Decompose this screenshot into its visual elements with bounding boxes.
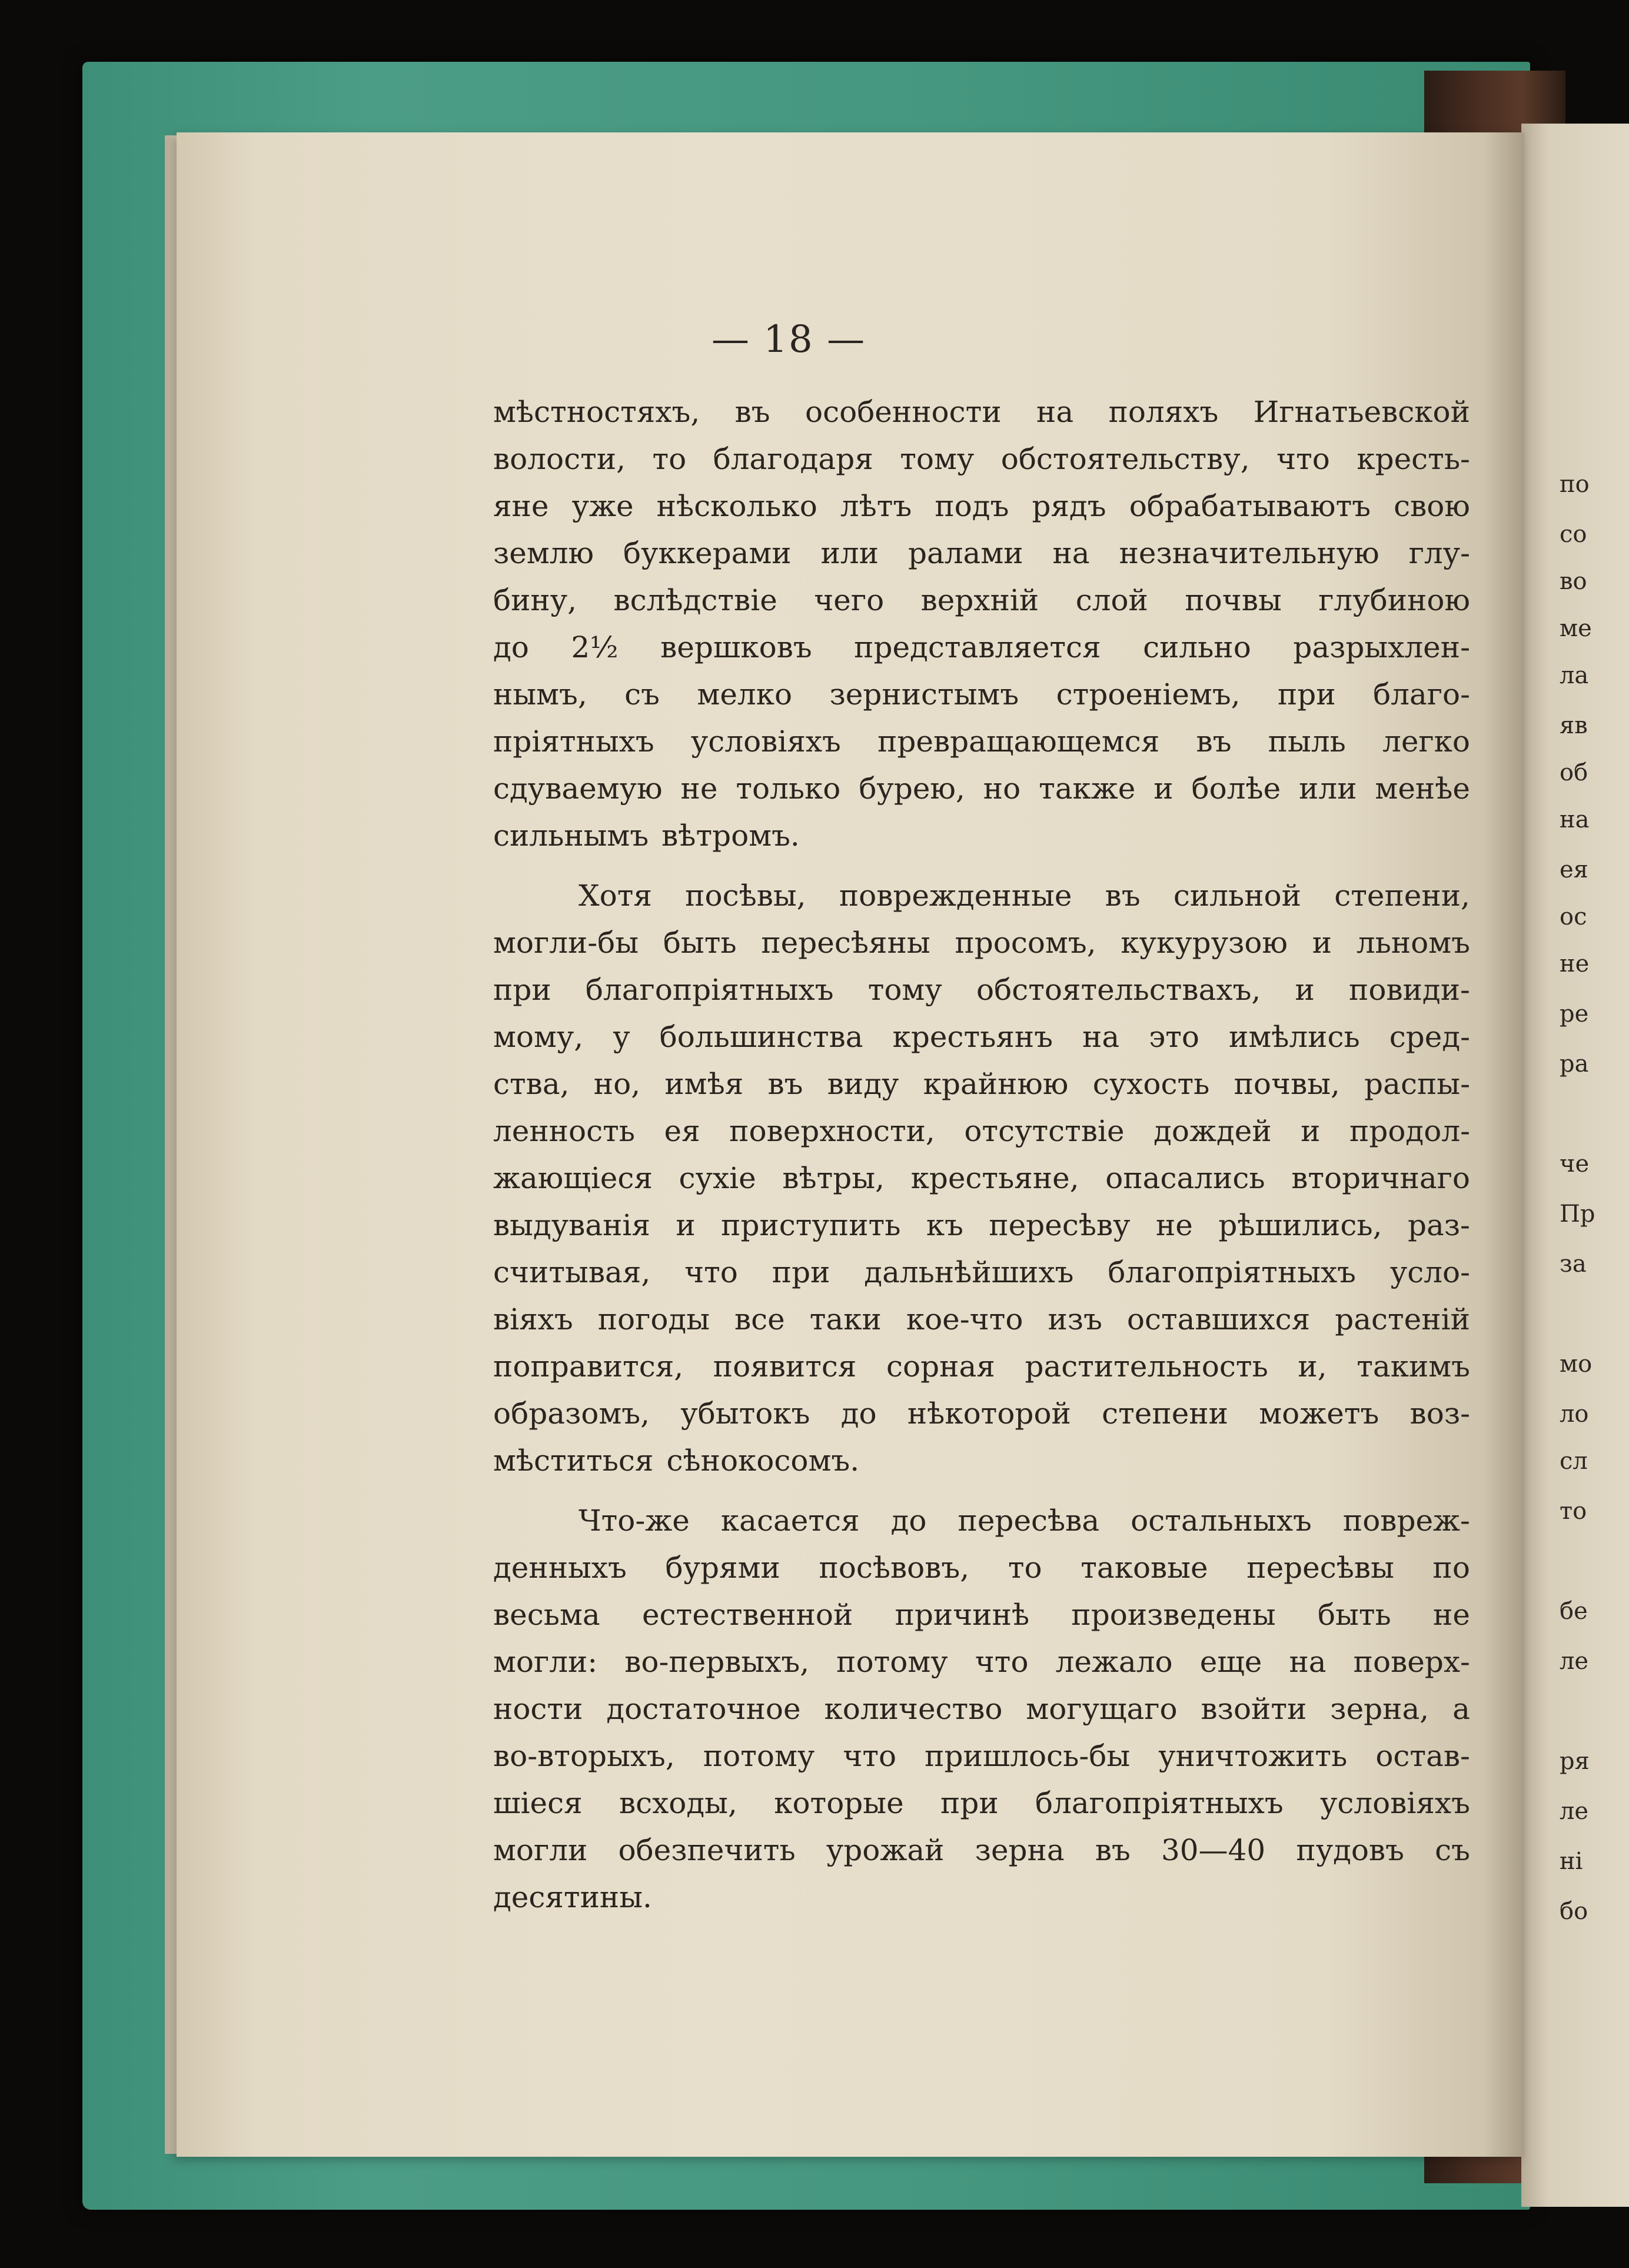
- word: поврежденные: [839, 879, 1072, 913]
- word: потому: [703, 1739, 815, 1773]
- word: достаточное: [606, 1692, 801, 1726]
- word: можетъ: [1259, 1396, 1379, 1431]
- word: повиди-: [1349, 973, 1470, 1007]
- word: также: [1039, 771, 1136, 806]
- word: благодаря: [713, 442, 873, 476]
- facing-page-fragment: Пр: [1560, 1200, 1595, 1228]
- word: просомъ,: [955, 926, 1096, 960]
- word: до: [890, 1504, 927, 1538]
- word: количество: [824, 1692, 1003, 1726]
- word: это: [1149, 1020, 1199, 1054]
- word: не: [1155, 1208, 1193, 1242]
- facing-page-text: [1560, 0, 1629, 2268]
- word: могли: [493, 1833, 588, 1867]
- word: поверх-: [1353, 1645, 1470, 1679]
- word: вершковъ: [660, 630, 812, 664]
- word: сорная: [886, 1349, 995, 1384]
- word: тому: [900, 442, 975, 476]
- word: и: [1153, 771, 1173, 806]
- word: остальныхъ: [1131, 1504, 1312, 1538]
- page-body-text: [493, 388, 1470, 1921]
- text-line: [493, 530, 1470, 577]
- word: растеній: [1335, 1302, 1470, 1336]
- word: легко: [1382, 724, 1470, 759]
- facing-page-fragment: яв: [1560, 712, 1588, 739]
- word: зерна: [975, 1833, 1065, 1867]
- facing-page-fragment: ло: [1560, 1401, 1589, 1428]
- word: и,: [1298, 1349, 1327, 1384]
- word: крайнюю: [923, 1067, 1069, 1101]
- word: кое-что: [906, 1302, 1023, 1336]
- word: и: [1295, 973, 1315, 1007]
- word: особенности: [805, 395, 1002, 429]
- word: обстоятельствахъ,: [976, 973, 1261, 1007]
- facing-page-fragment: ея: [1560, 856, 1588, 883]
- word: опасались: [1105, 1161, 1265, 1195]
- word: посѣвы,: [685, 879, 806, 913]
- word: приступить: [721, 1208, 901, 1242]
- word: которые: [774, 1786, 904, 1820]
- word: оставшихся: [1126, 1302, 1311, 1336]
- text-line: [493, 1296, 1470, 1343]
- word: благо-: [1373, 677, 1470, 711]
- word: превращающемся: [877, 724, 1160, 759]
- text-line: [493, 1827, 1470, 1874]
- word: денныхъ: [493, 1551, 627, 1585]
- word: таковые: [1081, 1551, 1208, 1585]
- facing-page-fragment: ле: [1560, 1798, 1589, 1825]
- word: кукурузою: [1121, 926, 1288, 960]
- text-line: [493, 483, 1470, 530]
- word: по: [1432, 1551, 1470, 1585]
- text-line: [493, 1780, 1470, 1827]
- word: поверхности,: [729, 1114, 935, 1148]
- word: Что-же: [579, 1504, 690, 1538]
- facing-page-fragment: на: [1560, 806, 1590, 833]
- word: потому: [836, 1645, 948, 1679]
- facing-page-fragment: ра: [1560, 1050, 1589, 1078]
- word: почвы,: [1234, 1067, 1340, 1101]
- word: появится: [713, 1349, 857, 1384]
- word: къ: [926, 1208, 963, 1242]
- word: благопріятныхъ: [585, 973, 834, 1007]
- facing-page-fragment: ла: [1560, 662, 1589, 689]
- word: произведены: [1071, 1598, 1276, 1632]
- text-line: [493, 388, 1470, 435]
- text-line: [493, 1732, 1470, 1780]
- word: что: [684, 1255, 738, 1289]
- word: Игнатьевской: [1253, 395, 1470, 429]
- word: ея: [664, 1114, 700, 1148]
- word: съ: [624, 677, 660, 711]
- word: таки: [809, 1302, 882, 1336]
- word: остав-: [1375, 1739, 1470, 1773]
- word: быть: [663, 926, 737, 960]
- word: на: [1036, 395, 1074, 429]
- word: десятины.: [493, 1880, 652, 1914]
- word: бурями: [665, 1551, 780, 1585]
- word: пришлось-бы: [925, 1739, 1131, 1773]
- word: повреж-: [1342, 1504, 1470, 1538]
- word: болѣе: [1191, 771, 1281, 806]
- word: или: [820, 536, 879, 570]
- word: зернистымъ: [829, 677, 1019, 711]
- text-line: [493, 1013, 1470, 1060]
- text-line: [493, 765, 1470, 812]
- text-line: [493, 1202, 1470, 1249]
- word: условіяхъ: [1319, 1786, 1470, 1820]
- word: благопріятныхъ: [1108, 1255, 1356, 1289]
- word: сѣнокосомъ.: [666, 1444, 860, 1478]
- word: до: [493, 630, 529, 664]
- word: до: [840, 1396, 877, 1431]
- word: но: [983, 771, 1021, 806]
- word: благопріятныхъ: [1035, 1786, 1284, 1820]
- word: вѣтры,: [782, 1161, 885, 1195]
- text-line: [493, 1437, 1470, 1484]
- word: пудовъ: [1296, 1833, 1404, 1867]
- facing-page-fragment: то: [1560, 1498, 1587, 1525]
- text-line: [493, 812, 1470, 859]
- word: строеніемъ,: [1056, 677, 1241, 711]
- word: верхній: [920, 583, 1039, 617]
- word: тому: [867, 973, 942, 1007]
- word: ленность: [493, 1114, 635, 1148]
- text-line: [493, 872, 1470, 919]
- word: поляхъ: [1108, 395, 1219, 429]
- text-line: [493, 919, 1470, 966]
- word: только: [736, 771, 841, 806]
- word: лѣтъ: [840, 489, 912, 523]
- facing-page-fragment: бе: [1560, 1598, 1588, 1625]
- facing-page-fragment: не: [1560, 950, 1590, 977]
- text-line: [493, 1497, 1470, 1544]
- text-line: [493, 671, 1470, 718]
- word: въ: [767, 1067, 803, 1101]
- facing-page-fragment: бо: [1560, 1898, 1588, 1925]
- facing-page-fragment: ос: [1560, 903, 1587, 930]
- facing-page-fragment: за: [1560, 1251, 1587, 1278]
- word: сильной: [1173, 879, 1301, 913]
- word: сухіе: [679, 1161, 756, 1195]
- word: глубиною: [1318, 583, 1470, 617]
- text-line: [493, 1685, 1470, 1732]
- text-line: [493, 1249, 1470, 1296]
- text-line: [493, 1060, 1470, 1108]
- word: сред-: [1389, 1020, 1470, 1054]
- text-line: [493, 1544, 1470, 1591]
- word: при: [493, 973, 551, 1007]
- word: Хотя: [579, 879, 652, 913]
- text-line: [493, 1343, 1470, 1390]
- word: волости,: [493, 442, 626, 476]
- text-line: [493, 435, 1470, 483]
- text-line: [493, 1638, 1470, 1685]
- word: касается: [720, 1504, 860, 1538]
- word: въ: [1196, 724, 1232, 759]
- word: сухость: [1092, 1067, 1210, 1101]
- word: естественной: [641, 1598, 853, 1632]
- word: мѣстностяхъ,: [493, 395, 700, 429]
- word: что: [843, 1739, 897, 1773]
- word: подъ: [935, 489, 1009, 523]
- word: усло-: [1389, 1255, 1470, 1289]
- word: степени: [1102, 1396, 1228, 1431]
- word: не: [680, 771, 718, 806]
- facing-page-fragment: по: [1560, 471, 1590, 498]
- word: весьма: [493, 1598, 600, 1632]
- text-line: [493, 1591, 1470, 1638]
- facing-page-fragment: сл: [1560, 1448, 1588, 1475]
- word: пересѣяны: [761, 926, 930, 960]
- word: въ: [1095, 1833, 1131, 1867]
- word: уничтожить: [1158, 1739, 1348, 1773]
- word: съ: [1435, 1833, 1470, 1867]
- word: при: [940, 1786, 999, 1820]
- word: буккерами: [623, 536, 792, 570]
- word: не: [1433, 1598, 1470, 1632]
- facing-page-fragment: во: [1560, 568, 1587, 595]
- word: на: [1082, 1020, 1120, 1054]
- text-line: [493, 577, 1470, 624]
- word: почвы: [1185, 583, 1282, 617]
- word: незначительную: [1119, 536, 1379, 570]
- word: менѣе: [1375, 771, 1470, 806]
- word: считывая,: [493, 1255, 651, 1289]
- word: поправится,: [493, 1349, 684, 1384]
- word: и: [1301, 1114, 1321, 1148]
- word: всходы,: [619, 1786, 737, 1820]
- word: кресть-: [1357, 442, 1470, 476]
- word: ства,: [493, 1067, 570, 1101]
- word: представляется: [854, 630, 1101, 664]
- word: лежало: [1055, 1645, 1173, 1679]
- word: во-первыхъ,: [624, 1645, 810, 1679]
- text-line: [493, 1108, 1470, 1155]
- text-line: [493, 966, 1470, 1013]
- word: сдуваемую: [493, 771, 663, 806]
- word: взойти: [1201, 1692, 1307, 1726]
- word: изъ: [1048, 1302, 1102, 1336]
- facing-page-fragment: ре: [1560, 1000, 1589, 1027]
- facing-page-fragment: ме: [1560, 615, 1592, 642]
- text-line: [493, 1155, 1470, 1202]
- word: продол-: [1349, 1114, 1470, 1148]
- word: образомъ,: [493, 1396, 650, 1431]
- word: ралами: [907, 536, 1023, 570]
- word: а: [1452, 1692, 1470, 1726]
- text-line: [493, 718, 1470, 765]
- word: посѣвовъ,: [819, 1551, 970, 1585]
- word: мому,: [493, 1020, 584, 1054]
- word: при: [1277, 677, 1336, 711]
- facing-page-fragment: мо: [1560, 1351, 1593, 1378]
- word: еще: [1199, 1645, 1262, 1679]
- word: на: [1289, 1645, 1327, 1679]
- facing-page-fragment: об: [1560, 759, 1588, 786]
- word: вѣтромъ.: [661, 819, 800, 853]
- word: раз-: [1407, 1208, 1470, 1242]
- word: но,: [593, 1067, 641, 1101]
- word: дальнѣйшихъ: [864, 1255, 1074, 1289]
- word: віяхъ: [493, 1302, 573, 1336]
- word: имѣя: [664, 1067, 744, 1101]
- word: рядъ: [1032, 489, 1106, 523]
- word: то: [1008, 1551, 1042, 1585]
- word: бурею,: [859, 771, 965, 806]
- word: зерна,: [1330, 1692, 1429, 1726]
- word: обрабатываютъ: [1129, 489, 1371, 523]
- text-line: [493, 624, 1470, 671]
- word: имѣлись: [1229, 1020, 1360, 1054]
- word: пересѣвы: [1246, 1551, 1394, 1585]
- word: на: [1052, 536, 1090, 570]
- word: яне: [493, 489, 549, 523]
- word: быть: [1317, 1598, 1391, 1632]
- word: шіеся: [493, 1786, 583, 1820]
- word: могли-бы: [493, 926, 639, 960]
- word: при: [772, 1255, 830, 1289]
- word: у: [613, 1020, 630, 1054]
- word: въ: [1105, 879, 1141, 913]
- word: бину,: [493, 583, 577, 617]
- facing-page-fragment: че: [1560, 1150, 1590, 1178]
- word: и: [676, 1208, 696, 1242]
- word: все: [734, 1302, 785, 1336]
- word: или: [1299, 771, 1357, 806]
- word: во-вторыхъ,: [493, 1739, 675, 1773]
- word: степени,: [1334, 879, 1470, 913]
- facing-page-fragment: ря: [1560, 1748, 1590, 1775]
- word: обстоятельству,: [1000, 442, 1250, 476]
- word: крестьяне,: [910, 1161, 1079, 1195]
- facing-page-fragment: со: [1560, 521, 1587, 548]
- word: урожай: [826, 1833, 945, 1867]
- word: отсутствіе: [964, 1114, 1125, 1148]
- word: чего: [814, 583, 885, 617]
- word: причинѣ: [895, 1598, 1030, 1632]
- word: мелко: [697, 677, 793, 711]
- word: такимъ: [1357, 1349, 1470, 1384]
- word: выдуванія: [493, 1208, 650, 1242]
- word: мѣститься: [493, 1444, 654, 1478]
- word: что: [975, 1645, 1029, 1679]
- word: растительность: [1025, 1349, 1268, 1384]
- word: слой: [1075, 583, 1148, 617]
- facing-page-fragment: ні: [1560, 1848, 1583, 1875]
- word: льномъ: [1356, 926, 1470, 960]
- word: вторичнаго: [1291, 1161, 1470, 1195]
- word: дождей: [1153, 1114, 1272, 1148]
- word: нѣсколько: [656, 489, 817, 523]
- word: свою: [1394, 489, 1470, 523]
- facing-page-fragment: ле: [1560, 1648, 1589, 1675]
- word: землю: [493, 536, 594, 570]
- word: въ: [734, 395, 770, 429]
- word: разрыхлен-: [1293, 630, 1470, 664]
- word: и: [1312, 926, 1332, 960]
- word: пыль: [1268, 724, 1346, 759]
- word: пересѣва: [958, 1504, 1100, 1538]
- word: 30—40: [1161, 1833, 1266, 1867]
- word: виду: [827, 1067, 899, 1101]
- word: 2½: [571, 630, 619, 664]
- text-line: [493, 1874, 1470, 1921]
- word: распы-: [1364, 1067, 1470, 1101]
- word: крестьянъ: [892, 1020, 1053, 1054]
- word: воз-: [1409, 1396, 1470, 1431]
- word: глу-: [1408, 536, 1470, 570]
- word: пересѣву: [989, 1208, 1131, 1242]
- word: сильнымъ: [493, 819, 649, 853]
- word: что: [1276, 442, 1330, 476]
- word: могли:: [493, 1645, 598, 1679]
- word: могущаго: [1026, 1692, 1178, 1726]
- word: сильно: [1143, 630, 1251, 664]
- word: обезпечить: [618, 1833, 796, 1867]
- word: то: [652, 442, 687, 476]
- word: рѣшились,: [1218, 1208, 1382, 1242]
- word: погоды: [597, 1302, 710, 1336]
- word: жающіеся: [493, 1161, 653, 1195]
- word: пріятныхъ: [493, 724, 654, 759]
- word: ности: [493, 1692, 583, 1726]
- word: вслѣдствіе: [613, 583, 777, 617]
- word: нѣкоторой: [907, 1396, 1071, 1431]
- word: большинства: [659, 1020, 863, 1054]
- text-line: [493, 1390, 1470, 1437]
- word: условіяхъ: [690, 724, 841, 759]
- page-number: — 18 —: [711, 318, 866, 361]
- word: нымъ,: [493, 677, 587, 711]
- word: уже: [571, 489, 634, 523]
- word: убытокъ: [680, 1396, 810, 1431]
